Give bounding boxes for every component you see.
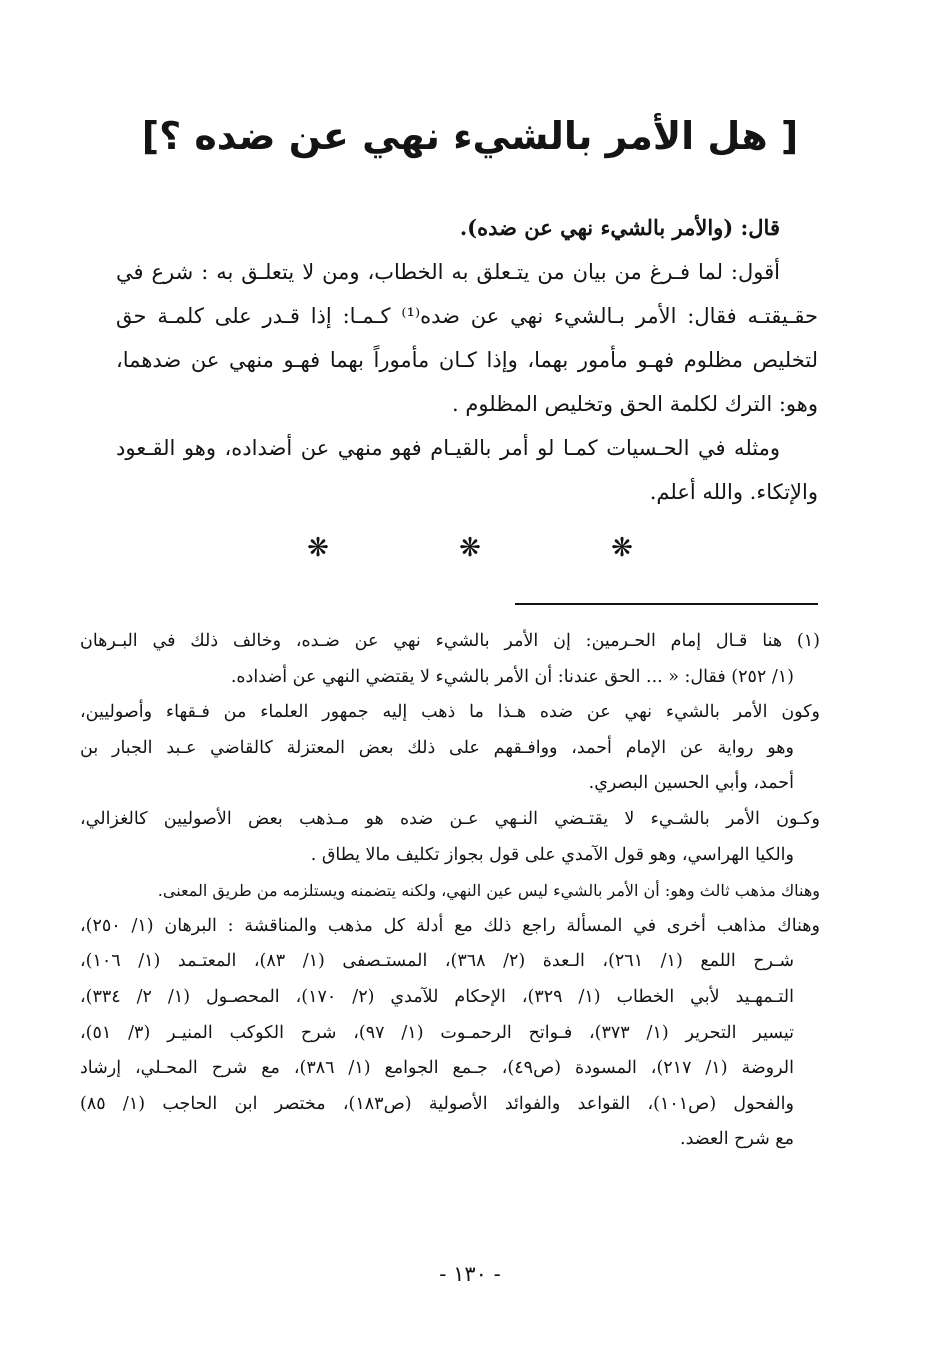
main-line: لتخليص مظلوم فهـو مأمور بهما، وإذا كـان مأموراً بهما فهـو منهي عن ضدهما،	[116, 348, 818, 372]
star-ornament-icon: ❋	[459, 533, 481, 563]
footnote-line: وكون الأمر بالشيء نهي عن ضده هـذا ما ذهب إليه جمهور العلماء من فـقهاء وأصوليين،	[80, 702, 820, 723]
footnote-line: مع شرح العضد.	[680, 1129, 794, 1150]
footnote-line: وكـون الأمر بالشـيء لا يقتـضي النـهي عـن ضده هو مـذهب بعض الأصوليين كالغزالي،	[80, 808, 820, 829]
footnote-line: وهو رواية عن الإمام أحمد، ووافـقهم على ذلك بعض المعتزلة كالقاضي عـبد الجبار بن	[80, 737, 794, 758]
footnote-line: وهناك مذاهب أخرى في المسألة راجع ذلك مع أدلة كل مذهب والمناقشة : البرهان (١/ ٢٥٠)،	[80, 915, 820, 936]
footnote-line: (١/ ٢٥٢) فقال: « ... الحق عندنا: أن الأمر بالشيء لا يقتضي النهي عن أضداده.	[230, 666, 794, 687]
footnote-line: الروضة (١/ ٢١٧)، المسودة (ص٤٩)، جـمع الجوامع (١/ ٣٨٦)، مع شرح المحـلي، إرشاد	[80, 1058, 794, 1079]
footnote-divider	[515, 603, 818, 605]
footnote-line: التـمهـيد لأبي الخطاب (١/ ٣٢٩)، الإحكام للآمدي (٢/ ١٧٠)، المحصـول (١/ ٢/ ٣٣٤)،	[80, 986, 794, 1007]
section-title: [ هل الأمر بالشيء نهي عن ضده ؟]	[141, 114, 799, 158]
main-line: حقـيقتـه فقال: الأمر بـالشيء نهي عن ضده⁽¹⁾ كـمـا: إذا قـدر على كلمـة حق	[116, 304, 818, 328]
main-line-quote: قال: (والأمر بالشيء نهي عن ضده).	[459, 215, 780, 240]
footnote-line: وهناك مذهب ثالث وهو: أن الأمر بالشيء ليس عين النهي، ولكنه يتضمنه ويستلزمه من طريق المعنى.	[157, 881, 820, 901]
footnote-line: (١) هنا قـال إمام الحـرمين: إن الأمر بالشيء نهي عن ضـده، وخالف ذلك في البـرهان	[80, 631, 820, 651]
main-line: والإتكاء. والله أعلم.	[649, 480, 818, 504]
main-text	[116, 206, 818, 514]
footnote-line: أحمد، وأبي الحسين البصري.	[588, 773, 794, 794]
main-line: وهو: الترك لكلمة الحق وتخليص المظلوم .	[452, 392, 818, 416]
page-number: - ١٣٠ -	[439, 1262, 501, 1286]
footnote-line: شـرح اللمع (١/ ٢٦١)، الـعدة (٢/ ٣٦٨)، المستـصفى (١/ ٨٣)، المعتـمد (١/ ١٠٦)،	[80, 951, 795, 972]
footnotes	[80, 624, 820, 1158]
main-line: ومثله في الحـسيات كمـا لو أمر بالقيـام فهو منهي عن أضداده، وهو القـعود	[116, 436, 780, 460]
footnote-line: والفحول (ص١٠١)، القواعد والفوائد الأصولية (ص١٨٣)، مختصر ابن الحاجب (١/ ٨٥)	[80, 1093, 794, 1114]
star-ornament-icon: ❋	[611, 533, 633, 563]
main-line: أقول: لما فـرغ من بيان من يتـعلق به الخطاب، ومن لا يتعلـق به : شرع في	[116, 260, 780, 284]
section-separator	[300, 530, 640, 566]
footnote-line: والكيا الهراسي، وهو قول الآمدي على قول بجواز تكليف مالا يطاق .	[310, 844, 794, 865]
star-ornament-icon: ❋	[307, 533, 329, 563]
footnote-line: تيسير التحرير (١/ ٣٧٣)، فـواتح الرحمـوت (١/ ٩٧)، شرح الكوكب المنيـر (٣/ ٥١)،	[80, 1022, 794, 1043]
